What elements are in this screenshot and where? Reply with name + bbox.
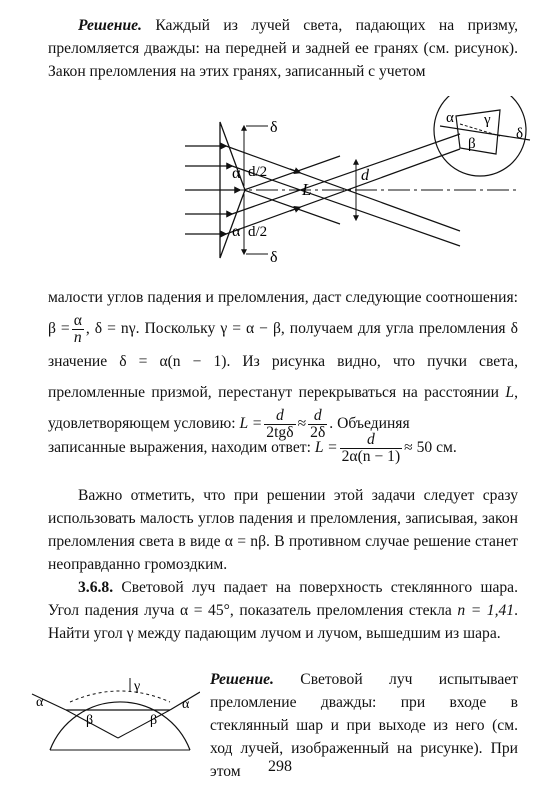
half-d-label-bottom: d/2	[248, 224, 268, 240]
glass-sphere-ray-diagram	[30, 672, 200, 752]
relations-paragraph: малости углов падения и преломления, даст следующие соотношения: β = $\frac{\alpha}{n}$ , δ = nγ. Поскольку γ = α − β, получаем для угла преломления δ значение δ = α(n − 1). Из рисунка видно, что пучки света, преломленные призмой, перестанут перекрываться на расстоянии L, удовлетворяющем условию: L = $\frac{d}{\text{2tgδ}}$ ≈ $\frac{d}{2\delta}$ . Объединяя	[48, 289, 519, 441]
problem-number: 3.6.8.	[78, 579, 114, 596]
L-label: L	[302, 180, 312, 199]
note-paragraph: Важно отметить, что при решении этой задачи следует сразу использовать малость углов падения и преломления, записывая, закон преломления света в виде α = nβ. В противном случае решение станет неоправданно громоздким.	[48, 487, 518, 573]
refraction-law-formula: α = nβ	[224, 533, 267, 550]
half-d-label-top: d/2	[248, 164, 268, 180]
problem-3-6-8: 3.6.8. Световой луч падает на поверхность стеклянного шара. Угол падения луча α = 45°, показатель преломления стекла n = 1,41. Найти угол γ между падающим лучом и лучом, вышедшим из шара.	[48, 579, 518, 642]
sphere-gamma: γ	[134, 679, 141, 694]
solution-paragraph-2: Решение. Световой луч испытывает преломление дважды: при входе в стеклянный шар и при выходе из него (см. ход лучей, изображенный на рисунке). При этом	[210, 671, 518, 780]
alpha-label-bottom: α	[232, 223, 241, 240]
answer-formula: L = $\frac{d}{2\alpha(n - 1)}$ ≈ 50 см.	[314, 431, 457, 465]
beta-formula: β = $\frac{\alpha}{n}$ , δ = nγ	[48, 312, 136, 346]
sphere-beta-left: β	[86, 713, 94, 728]
sphere-alpha-left: α	[36, 695, 44, 710]
magnified-gamma: γ	[484, 112, 491, 128]
magnified-prism-circle	[434, 96, 526, 176]
delta-label-top: δ	[270, 119, 278, 136]
delta-label-bottom: δ	[270, 249, 278, 266]
page-number: 298	[268, 758, 292, 775]
solution-text: Каждый из лучей света, падающих на призму, преломляется дважды: на передней и задней ее гранях (см. рисунок). Закон преломления на этих гранях, записанный с учетом	[48, 17, 518, 80]
magnified-beta: β	[468, 136, 476, 152]
solution-label: Решение.	[78, 17, 142, 34]
prism-ray-diagram	[160, 96, 540, 276]
alpha-label-top: α	[232, 165, 241, 182]
answer-paragraph: записанные выражения, находим ответ: L = $\frac{d}{2\alpha(n - 1)}$ ≈ 50 см.	[48, 431, 457, 465]
delta-value-formula: δ = α(n − 1)	[119, 353, 227, 370]
solution-label-2: Решение.	[210, 671, 274, 688]
L-condition-formula: L = $\frac{d}{\text{2tgδ}}$ ≈ $\frac{d}{2\delta}$	[239, 407, 326, 441]
solution-paragraph-1	[48, 14, 518, 83]
sphere-alpha-right: α	[182, 697, 190, 712]
magnified-alpha: α	[446, 110, 454, 126]
d-label: d	[361, 167, 369, 184]
sphere-beta-right: β	[150, 713, 158, 728]
sphere-arc	[50, 702, 190, 750]
gamma-formula: γ = α − β	[220, 320, 281, 338]
magnified-delta: δ	[516, 126, 524, 142]
